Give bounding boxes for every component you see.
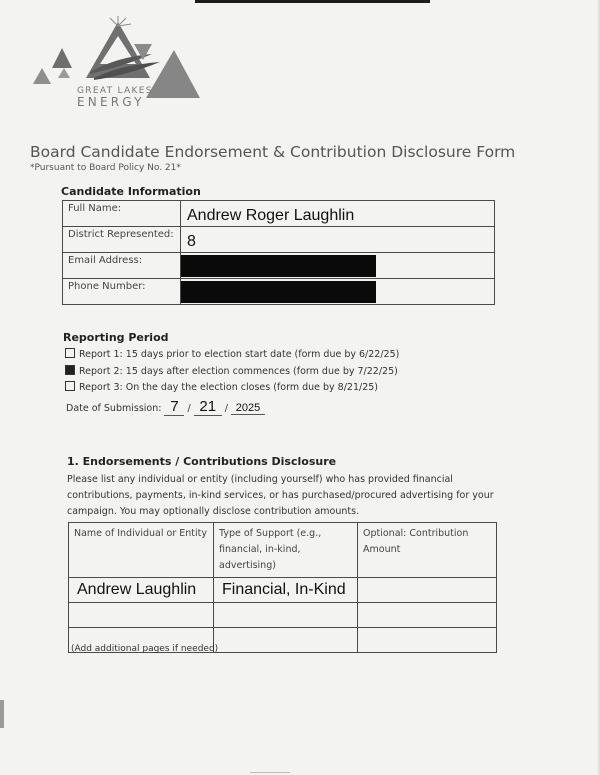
- row-1-amount[interactable]: [358, 578, 497, 603]
- checkbox-empty-icon[interactable]: [65, 348, 75, 358]
- scan-left-mark: [0, 700, 4, 728]
- header-name: Name of Individual or Entity: [69, 523, 214, 578]
- logo-text-energy: ENERGY: [77, 95, 145, 109]
- submission-date-label: Date of Submission:: [66, 403, 162, 414]
- email-row: [63, 253, 495, 279]
- disclosure-section-heading: 1. Endorsements / Contributions Disclosure: [67, 455, 337, 468]
- phone-label: Phone Number:: [63, 279, 181, 305]
- scan-top-edge: [195, 0, 430, 3]
- full-name-value[interactable]: Andrew Roger Laughlin: [181, 201, 495, 227]
- table-header-row: [69, 523, 497, 578]
- checkbox-empty-icon[interactable]: [65, 381, 75, 391]
- row-2-amount[interactable]: [358, 603, 497, 628]
- email-value-cell[interactable]: [181, 253, 495, 279]
- candidate-section-heading: Candidate Information: [61, 185, 201, 198]
- full-name-label: Full Name:: [63, 201, 181, 227]
- form-subtitle: *Pursuant to Board Policy No. 21*: [30, 163, 181, 173]
- phone-redaction-bar: [181, 281, 376, 303]
- report-option-1-label: Report 1: 15 days prior to election start date (form due by 6/22/25): [79, 349, 400, 360]
- submission-date-day[interactable]: 21: [194, 398, 222, 416]
- district-row: [63, 227, 495, 253]
- endorsements-table: [68, 522, 497, 653]
- candidate-info-table: [62, 200, 495, 305]
- report-option-2-label: Report 2: 15 days after election commences (form due by 7/22/25): [79, 366, 398, 377]
- header-type: Type of Support (e.g., financial, in-kind, advertising): [214, 523, 358, 578]
- header-amount: Optional: Contribution Amount: [358, 523, 497, 578]
- date-separator: /: [187, 403, 191, 414]
- scan-bottom-mark: [250, 772, 290, 773]
- report-option-2[interactable]: [65, 365, 398, 377]
- logo-text-great-lakes: GREAT LAKES: [77, 86, 153, 96]
- row-1-type[interactable]: Financial, In-Kind: [214, 578, 358, 603]
- row-2-name[interactable]: [69, 603, 214, 628]
- submission-date-month[interactable]: 7: [164, 398, 184, 416]
- row-3-type[interactable]: [214, 628, 358, 653]
- disclosure-instructions: Please list any individual or entity (including yourself) who has provided financial contributions, payments, in-kind services, or has purchased/procured advertising for your campaign. You may optionally disclose contribution amounts.: [67, 474, 494, 517]
- report-option-3[interactable]: [65, 381, 378, 393]
- form-title: Board Candidate Endorsement & Contribution Disclosure Form: [30, 143, 516, 161]
- phone-row: [63, 279, 495, 305]
- phone-value-cell[interactable]: [181, 279, 495, 305]
- table-row: [69, 578, 497, 603]
- report-option-1[interactable]: [65, 348, 399, 360]
- district-label: District Represented:: [63, 227, 181, 253]
- email-label: Email Address:: [63, 253, 181, 279]
- table-row: [69, 603, 497, 628]
- full-name-row: [63, 201, 495, 227]
- additional-pages-note: (Add additional pages if needed): [71, 644, 219, 654]
- date-separator: /: [224, 403, 228, 414]
- submission-date-row: [66, 398, 265, 416]
- reporting-section-heading: Reporting Period: [63, 331, 169, 344]
- checkbox-checked-icon[interactable]: [65, 365, 75, 375]
- row-3-amount[interactable]: [358, 628, 497, 653]
- email-redaction-bar: [181, 255, 376, 277]
- row-2-type[interactable]: [214, 603, 358, 628]
- row-1-name[interactable]: Andrew Laughlin: [69, 578, 214, 603]
- district-value[interactable]: 8: [181, 227, 495, 253]
- submission-date-year[interactable]: 2025: [231, 402, 265, 415]
- report-option-3-label: Report 3: On the day the election closes (form due by 8/21/25): [79, 382, 379, 393]
